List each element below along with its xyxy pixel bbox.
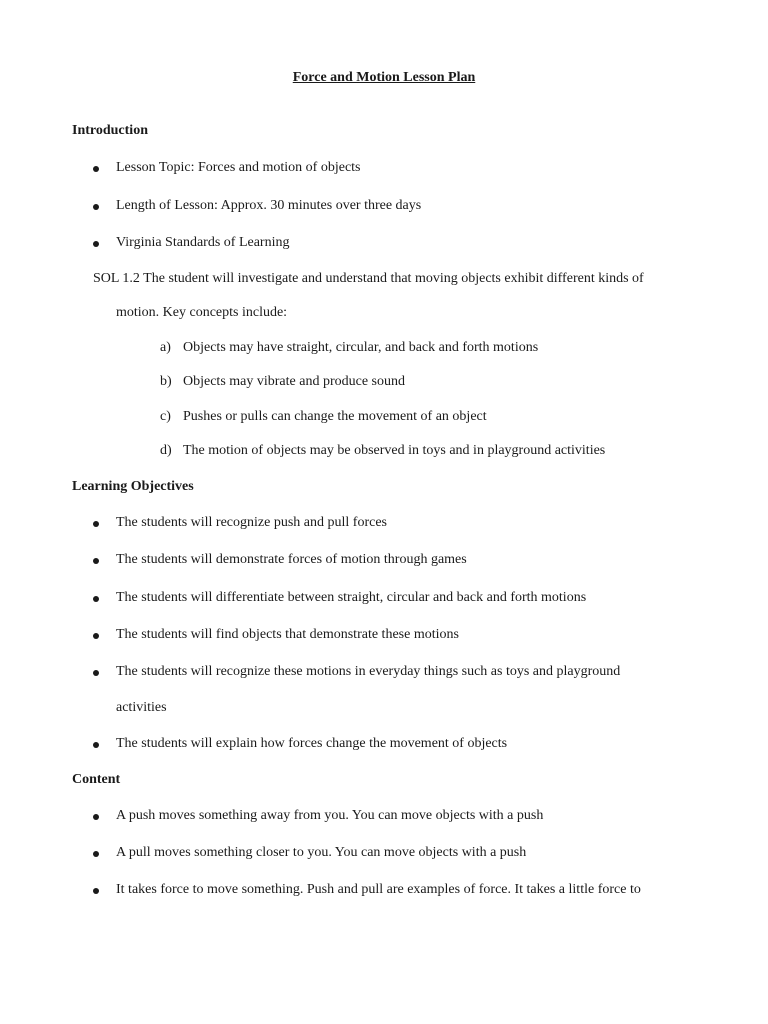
bullet-icon	[93, 204, 99, 210]
list-item-text: The students will demonstrate forces of motion through games	[116, 552, 467, 567]
bullet-icon	[93, 888, 99, 894]
bullet-icon	[93, 558, 99, 564]
concept-text: Pushes or pulls can change the movement of an object	[183, 409, 487, 424]
concept-letter: d)	[160, 443, 172, 458]
concept-letter: a)	[160, 340, 171, 355]
heading-introduction: Introduction	[72, 123, 148, 138]
list-item-text: The students will explain how forces change the movement of objects	[116, 736, 508, 751]
list-item-text: A pull moves something closer to you. You can move objects with a push	[116, 845, 527, 860]
bullet-icon	[93, 633, 99, 639]
sol-statement-continued: motion. Key concepts include:	[116, 305, 288, 320]
concept-item	[160, 409, 487, 425]
list-item-text: Length of Lesson: Approx. 30 minutes over three days	[116, 198, 422, 213]
bullet-icon	[93, 851, 99, 857]
concept-text: Objects may have straight, circular, and back and forth motions	[183, 340, 539, 355]
list-item-text: Virginia Standards of Learning	[116, 235, 290, 250]
bullet-icon	[93, 814, 99, 820]
list-item-continued: activities	[116, 700, 167, 715]
concept-letter: b)	[160, 374, 172, 389]
concept-text: Objects may vibrate and produce sound	[183, 374, 405, 389]
list-item-text: The students will differentiate between straight, circular and back and forth motions	[116, 590, 587, 605]
list-item-text: The students will find objects that demonstrate these motions	[116, 627, 459, 642]
bullet-icon	[93, 742, 99, 748]
concept-text: The motion of objects may be observed in toys and in playground activities	[183, 443, 606, 458]
bullet-icon	[93, 596, 99, 602]
heading-learning-objectives: Learning Objectives	[72, 479, 194, 494]
heading-content: Content	[72, 772, 121, 787]
sol-statement: SOL 1.2 The student will investigate and understand that moving objects exhibit different kinds of	[93, 271, 644, 286]
list-item-text: A push moves something away from you. You can move objects with a push	[116, 808, 544, 823]
bullet-icon	[93, 166, 99, 172]
list-item-text: The students will recognize push and pull forces	[116, 515, 387, 530]
concept-letter: c)	[160, 409, 171, 424]
concept-item	[160, 374, 405, 390]
bullet-icon	[93, 521, 99, 527]
list-item-text: It takes force to move something. Push and pull are examples of force. It takes a little force to	[116, 882, 641, 897]
concept-item	[160, 443, 605, 459]
concept-item	[160, 340, 538, 356]
bullet-icon	[93, 670, 99, 676]
list-item-text: Lesson Topic: Forces and motion of objects	[116, 160, 361, 175]
bullet-icon	[93, 241, 99, 247]
list-item-text: The students will recognize these motions in everyday things such as toys and playground	[116, 664, 621, 679]
document-title: Force and Motion Lesson Plan	[292, 70, 476, 85]
